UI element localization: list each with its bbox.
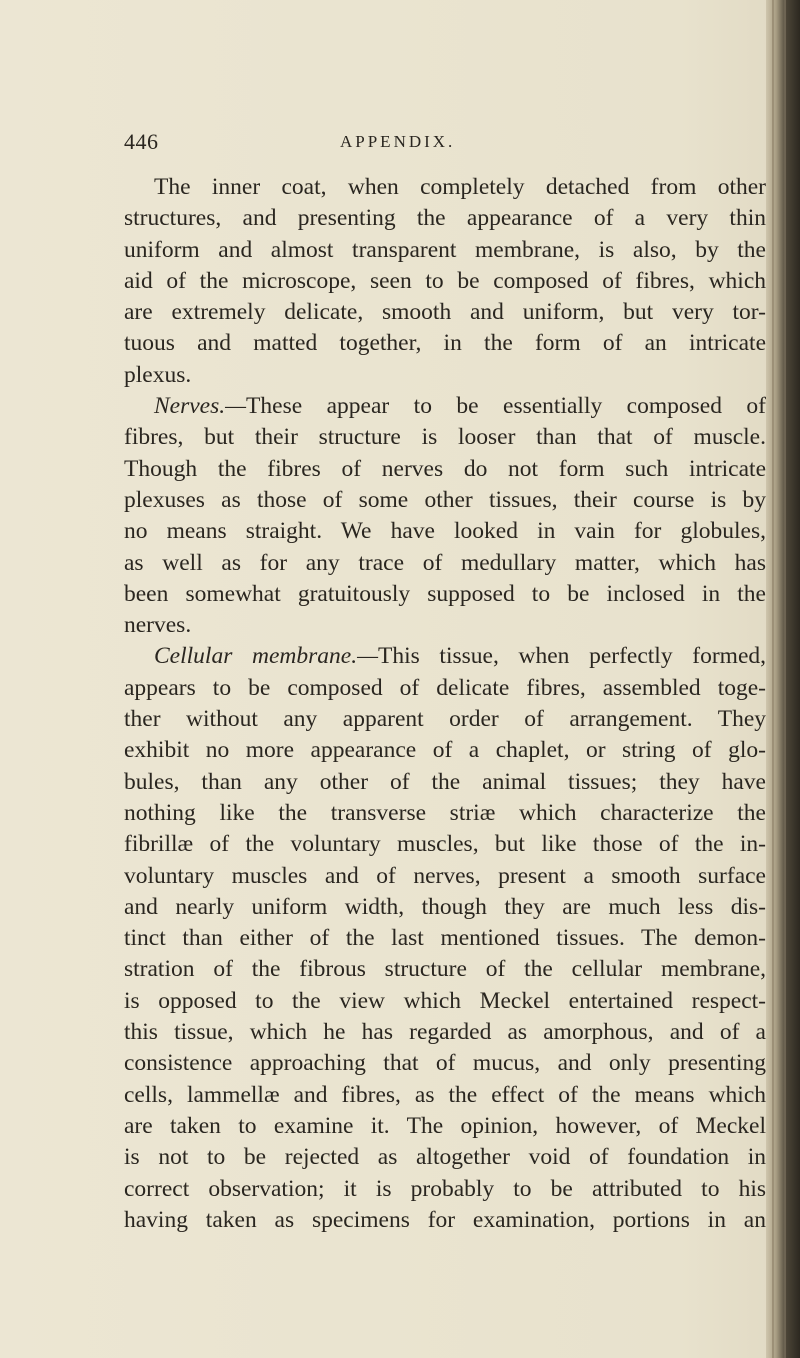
- body-text: [124, 172, 766, 1236]
- text-line: ther without any apparent order of arrangement. They: [124, 706, 766, 733]
- edge-line: [784, 0, 786, 1358]
- edge-line: [772, 0, 774, 1358]
- text-line: is opposed to the view which Meckel entertained respect-: [124, 987, 766, 1014]
- text-line: consistence approaching that of mucus, and only presenting: [124, 1050, 766, 1077]
- text-line: fibres, but their structure is looser than that of muscle.: [124, 424, 766, 451]
- text-line: are extremely delicate, smooth and uniform, but very tor-: [124, 299, 766, 326]
- text-line: Though the fibres of nerves do not form such intricate: [124, 455, 766, 482]
- text-line: The inner coat, when completely detached from other: [154, 174, 766, 200]
- text-line: this tissue, which he has regarded as amorphous, and of a: [124, 1019, 766, 1046]
- text-line: These appear to be essentially composed of: [246, 393, 766, 420]
- text-line: plexus.: [124, 361, 192, 388]
- text-line: uniform and almost transparent membrane, is also, by the: [124, 236, 766, 263]
- section-heading-nerves: Nerves.—: [154, 393, 247, 420]
- text-line: This tissue, when perfectly formed,: [377, 643, 766, 670]
- text-line: exhibit no more appearance of a chaplet, or string of glo-: [124, 737, 766, 764]
- text-line: appears to be composed of delicate fibres, assembled toge-: [124, 674, 766, 701]
- text-line: as well as for any trace of medullary matter, which has: [124, 549, 766, 576]
- text-line: and nearly uniform width, though they are much less dis-: [124, 893, 766, 920]
- page-header: [124, 129, 684, 161]
- text-line: correct observation; it is probably to be attributed to his: [124, 1175, 766, 1202]
- text-line: nerves.: [124, 612, 192, 639]
- text-line: are taken to examine it. The opinion, however, of Meckel: [124, 1112, 766, 1139]
- section-heading-cellular: Cellular membrane.—: [154, 643, 378, 670]
- text-line: aid of the microscope, seen to be composed of fibres, which: [124, 267, 766, 294]
- running-head: APPENDIX.: [340, 132, 456, 151]
- text-line: tinct than either of the last mentioned tissues. The demon-: [124, 925, 766, 952]
- paragraph-start-nerves: [124, 391, 766, 422]
- paragraph-start-cellular: [124, 641, 766, 672]
- text-line: fibrillæ of the voluntary muscles, but like those of the in-: [124, 831, 766, 858]
- text-line: nothing like the transverse striæ which characterize the: [124, 799, 766, 826]
- text-line: cells, lammellæ and fibres, as the effect of the means which: [124, 1081, 766, 1108]
- text-line: stration of the fibrous structure of the cellular membrane,: [124, 956, 766, 983]
- text-line: having taken as specimens for examination, portions in an: [124, 1206, 766, 1233]
- text-line: tuous and matted together, in the form of an intricate: [124, 330, 766, 357]
- text-line: bules, than any other of the animal tissues; they have: [124, 768, 766, 795]
- text-line: no means straight. We have looked in vain for globules,: [124, 518, 766, 545]
- text-line: is not to be rejected as altogether void of foundation in: [124, 1144, 766, 1171]
- text-line: structures, and presenting the appearance of a very thin: [124, 205, 766, 232]
- text-line: plexuses as those of some other tissues, their course is by: [124, 486, 766, 513]
- page-number: 446: [124, 129, 159, 154]
- text-line: been somewhat gratuitously supposed to be inclosed in the: [124, 580, 766, 607]
- text-line: voluntary muscles and of nerves, present a smooth surface: [124, 862, 766, 889]
